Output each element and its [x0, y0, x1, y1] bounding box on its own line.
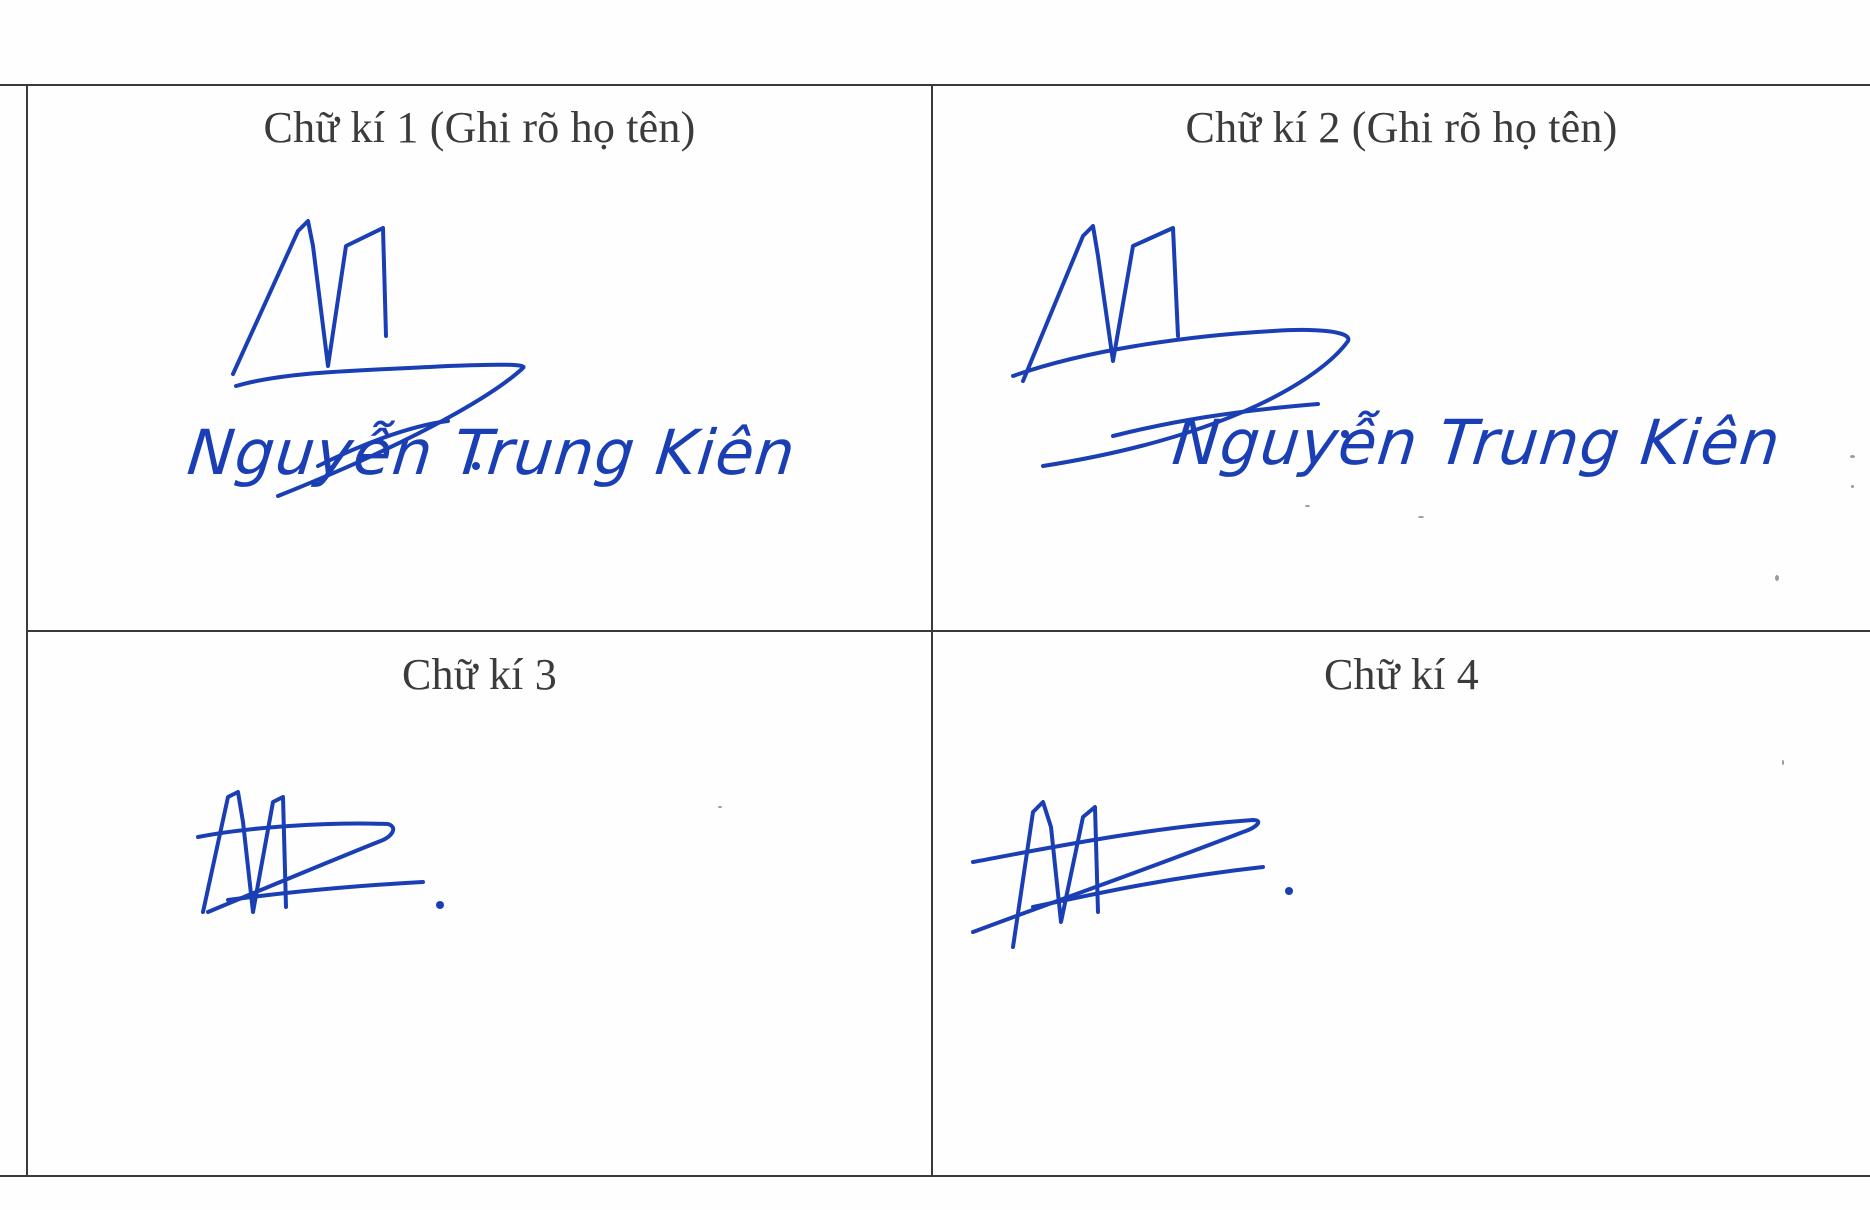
- signature-cell-2: [933, 86, 1870, 630]
- signature-cell-3-title: Chữ kí 3: [401, 650, 558, 699]
- signature-name-2: Nguyễn Trung Kiên: [1169, 406, 1785, 479]
- signature-cell-1-title: Chữ kí 1 (Ghi rõ họ tên): [263, 103, 696, 152]
- scan-speck: [1850, 455, 1855, 458]
- scan-speck: [718, 806, 722, 808]
- scan-speck: [1851, 485, 1854, 488]
- signature-mark-4: [933, 782, 1870, 1022]
- signature-cell-3: [28, 632, 931, 1175]
- scan-speck: [1305, 505, 1310, 507]
- scan-speck: [1782, 760, 1784, 765]
- scan-speck: [1775, 575, 1779, 581]
- signature-cell-4: [933, 632, 1870, 1175]
- signature-mark-3: [28, 782, 931, 1022]
- signature-cell-1: [28, 86, 931, 630]
- scan-speck: [1418, 516, 1424, 518]
- table-bottom-border: [0, 1175, 1870, 1177]
- signature-name-1: Nguyễn Trung Kiên: [184, 416, 800, 489]
- signature-cell-2-title: Chữ kí 2 (Ghi rõ họ tên): [1185, 103, 1618, 152]
- signature-cell-4-title: Chữ kí 4: [1323, 650, 1480, 699]
- signature-mark-2: [933, 216, 1870, 536]
